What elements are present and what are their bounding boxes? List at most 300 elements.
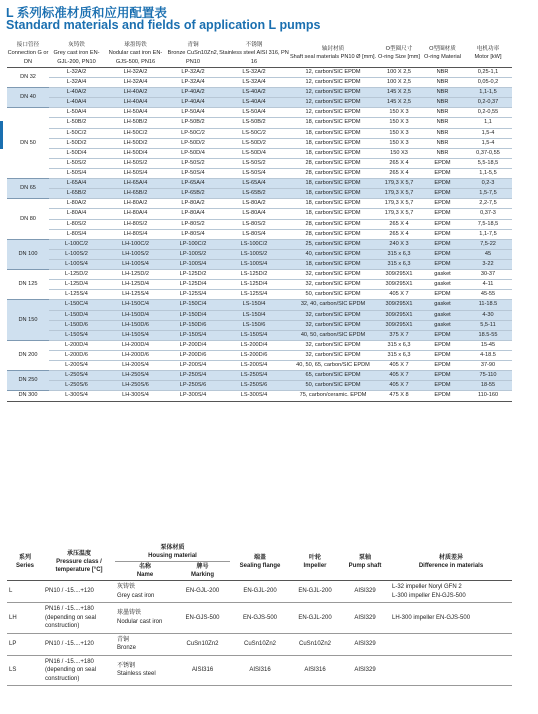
table-cell: LS-80A/2 [219,199,289,209]
materials-table [7,40,512,402]
series-row [7,581,512,603]
table-cell: gasket [421,310,464,320]
table-cell: LS-150S/4 [219,330,289,340]
header-cell: 青铜 Bronze CuSn10Zn2, PN10 [167,40,219,67]
table-cell: 15-45 [464,340,512,350]
pressure-cell: PN10 / -15....+120 [43,581,115,603]
table-cell: L-50A/4 [49,108,104,118]
table-cell: 265 X 4 [377,219,421,229]
table-cell: LP-125D/4 [167,280,219,290]
table-cell: 110-160 [464,391,512,401]
table-cell: LH-250S/6 [104,381,167,391]
table-row [7,219,512,229]
col-marking: 牌号 Marking [175,562,230,581]
col-pressure: 承压温度 Pressure class / temperature [°C] [43,543,115,581]
table-cell: EPDM [421,371,464,381]
table-cell: 32, carbon/SIC EPDM [289,280,377,290]
shaft-cell: AISI329 [340,603,390,634]
table-cell: 12, carbon/SIC EPDM [289,78,377,88]
table-row [7,280,512,290]
table-row [7,78,512,88]
table-cell: 309/295X1 [377,320,421,330]
table-row [7,199,512,209]
table-cell: 240 X 3 [377,239,421,249]
table-cell: LH-50A/4 [104,108,167,118]
table-cell: EPDM [421,391,464,401]
table-cell: LH-125D/2 [104,270,167,280]
table-cell: 32, carbon/SIC EPDM [289,350,377,360]
table-cell: EPDM [421,168,464,178]
pressure-cell: PN10 / -15....+120 [43,633,115,655]
table-cell: LP-50D/4 [167,148,219,158]
table-cell: LP-125D/2 [167,270,219,280]
table-cell: gasket [421,270,464,280]
table-cell: EPDM [421,179,464,189]
diff-cell: L-32 impeller Noryl GFN 2 L-300 impeller EN-GJS-500 [390,581,512,603]
table-cell: EPDM [421,350,464,360]
table-cell: 1,1-5,5 [464,168,512,178]
table-cell: 179,3 X 5,7 [377,209,421,219]
flange-cell: CuSn10Zn2 [230,633,290,655]
table-cell: 12, carbon/SIC EPDM [289,98,377,108]
table-cell: 11-18.5 [464,300,512,310]
table-cell: EPDM [421,381,464,391]
table-row [7,310,512,320]
dn-cell: DN 200 [7,340,49,370]
table-cell: LS-100S/2 [219,249,289,259]
table-cell: LS-40A/4 [219,98,289,108]
table-row [7,67,512,77]
table-cell: NBR [421,67,464,77]
table-row [7,88,512,98]
table-row [7,98,512,108]
table-cell: LH-200D/6 [104,350,167,360]
header-cell: O型圈材质 O-ring Material [421,40,464,67]
shaft-cell: AISI329 [340,655,390,686]
table-row [7,270,512,280]
table-cell: 179,3 X 5,7 [377,199,421,209]
table-cell: LH-150C/4 [104,300,167,310]
table-cell: LH-32A/2 [104,67,167,77]
table-cell: 18, carbon/SIC EPDM [289,179,377,189]
table-cell: L-100S/4 [49,259,104,269]
table-cell: L-125D/4 [49,280,104,290]
table-cell: EPDM [421,290,464,300]
diff-cell [390,633,512,655]
table-cell: 7,5-22 [464,239,512,249]
name-cell: 青铜 Bronze [115,633,175,655]
table-row [7,108,512,118]
table-cell: 28, carbon/SIC EPDM [289,219,377,229]
table-cell: 25, carbon/SIC EPDM [289,239,377,249]
table-row [7,330,512,340]
table-cell: 4-30 [464,310,512,320]
table-row [7,148,512,158]
table-cell: EPDM [421,189,464,199]
table-cell: 32, carbon/SIC EPDM [289,310,377,320]
table-cell: LS-40A/2 [219,88,289,98]
table-cell: NBR [421,98,464,108]
table-cell: EPDM [421,229,464,239]
table-cell: LS-125S/4 [219,290,289,300]
table-cell: LH-40A/4 [104,98,167,108]
page-title-cn: L 系列标准材质和应用配置表 [6,6,167,20]
table-cell: 37-90 [464,361,512,371]
header-cell: 接口管径 Connection G or DN [7,40,49,67]
table-cell: LS-80A/4 [219,209,289,219]
table-cell: 12, carbon/SIC EPDM [289,67,377,77]
dn-cell: DN 125 [7,270,49,300]
table-cell: 150 X 3 [377,138,421,148]
table-cell: L-300S/4 [49,391,104,401]
pressure-cell: PN16 / -15....+180 (depending on seal construction) [43,603,115,634]
table-cell: 18, carbon/SIC EPDM [289,118,377,128]
table-cell: LP-150C/4 [167,300,219,310]
table-row [7,259,512,269]
table-cell: 475 X 8 [377,391,421,401]
table-row [7,249,512,259]
table-cell: gasket [421,280,464,290]
table-cell: LS-125D/2 [219,270,289,280]
dn-cell: DN 65 [7,179,49,199]
table-cell: 40, 50, carbon/SIC EPDM [289,330,377,340]
table-cell: 315 x 6,3 [377,259,421,269]
table-cell: LS-65B/2 [219,189,289,199]
table-cell: 309/295X1 [377,310,421,320]
table-cell: LH-100C/2 [104,239,167,249]
table-row [7,300,512,310]
series-row [7,603,512,634]
dn-cell: DN 300 [7,391,49,401]
table-cell: NBR [421,108,464,118]
header-cell: 轴封材质 Shaft seal materials PN10 Ø [mm]. [289,40,377,67]
table-row [7,179,512,189]
table-cell: LS-32A/2 [219,67,289,77]
table-cell: L-150C/4 [49,300,104,310]
table-cell: NBR [421,118,464,128]
table-cell: 0,2-3 [464,179,512,189]
table-cell: 2,2-7,5 [464,199,512,209]
table-cell: 309/295X1 [377,280,421,290]
table-cell: 65, carbon/SIC EPDM [289,371,377,381]
table-cell: L-50S/4 [49,168,104,178]
table-cell: LP-200D/4 [167,340,219,350]
table-cell: LH-40A/2 [104,88,167,98]
table-cell: LP-200D/6 [167,350,219,360]
table-cell: LP-80A/2 [167,199,219,209]
table-cell: LS-125D/4 [219,280,289,290]
table-cell: NBR [421,128,464,138]
table-cell: L-200S/4 [49,361,104,371]
table-cell: LS-50D/2 [219,138,289,148]
series-cell: L [7,581,43,603]
table-cell: EPDM [421,219,464,229]
table-cell: 150 X3 [377,148,421,158]
table-cell: 32, carbon/SIC EPDM [289,270,377,280]
dn-cell: DN 150 [7,300,49,340]
table-cell: 7,5-18,5 [464,219,512,229]
table-cell: LS-80S/4 [219,229,289,239]
table-cell: LH-50D/2 [104,138,167,148]
table-cell: 45-55 [464,290,512,300]
table-cell: 40, 50, 65, carbon/SIC EPDM [289,361,377,371]
table-cell: LS-150/4 [219,310,289,320]
table-row [7,290,512,300]
table-cell: L-125S/4 [49,290,104,300]
table-cell: 18, carbon/SIC EPDM [289,209,377,219]
table-cell: LP-125S/4 [167,290,219,300]
header-cell: 灰铸铁 Grey cast iron EN-GJL-200, PN10 [49,40,104,67]
table-cell: LS-200D/6 [219,350,289,360]
pressure-cell: PN16 / -15....+180 (depending on seal construction) [43,655,115,686]
table-cell: 265 X 4 [377,168,421,178]
table-cell: 309/295X1 [377,270,421,280]
table-cell: 405 X 7 [377,381,421,391]
dn-cell: DN 32 [7,67,49,87]
series-row [7,655,512,686]
table-cell: L-50S/2 [49,158,104,168]
table-cell: LH-80S/4 [104,229,167,239]
table-cell: 315 x 6,3 [377,350,421,360]
table-cell: LP-300S/4 [167,391,219,401]
table-row [7,209,512,219]
shaft-cell: AISI329 [340,633,390,655]
table-cell: EPDM [421,249,464,259]
side-accent-bar [0,121,3,149]
table-cell: LP-32A/4 [167,78,219,88]
table-cell: 18, carbon/SIC EPDM [289,199,377,209]
table-cell: LP-50A/4 [167,108,219,118]
table-cell: 1,5-4 [464,138,512,148]
table-cell: 145 X 2,5 [377,98,421,108]
table-cell: L-100S/2 [49,249,104,259]
col-housing: 泵体材质 Housing material [115,543,230,562]
table-cell: 3-22 [464,259,512,269]
table-cell: L-32A/4 [49,78,104,88]
table-cell: LH-200S/4 [104,361,167,371]
table-cell: 0,2-0,37 [464,98,512,108]
table-cell: L-50D/4 [49,148,104,158]
table-cell: L-40A/4 [49,98,104,108]
table-cell: LH-65B/2 [104,189,167,199]
table-row [7,158,512,168]
col-name: 名称 Name [115,562,175,581]
dn-cell: DN 80 [7,199,49,239]
table-row [7,350,512,360]
table-cell: 30-37 [464,270,512,280]
table-cell: EPDM [421,259,464,269]
table-cell: 0,2-0,55 [464,108,512,118]
table-cell: EPDM [421,330,464,340]
table-cell: LS-250S/6 [219,381,289,391]
table-cell: LS-100C/2 [219,239,289,249]
table-cell: 265 X 4 [377,229,421,239]
table-cell: NBR [421,138,464,148]
table-cell: 4-18.5 [464,350,512,360]
table-row [7,391,512,401]
table-cell: 100 X 2,5 [377,78,421,88]
table-cell: 28, carbon/SIC EPDM [289,158,377,168]
table-cell: EPDM [421,340,464,350]
table-cell: 1,5-4 [464,128,512,138]
name-cell: 灰铸铁 Grey cast iron [115,581,175,603]
table-cell: LS-50D/4 [219,148,289,158]
table-cell: LP-250S/4 [167,371,219,381]
table-cell: 32, 40, carbon/SIC EPDM [289,300,377,310]
table-cell: LP-200S/4 [167,361,219,371]
table-cell: L-65A/4 [49,179,104,189]
table-cell: LS-150/6 [219,320,289,330]
table-row [7,340,512,350]
table-cell: LH-300S/4 [104,391,167,401]
table-cell: LP-100S/4 [167,259,219,269]
dn-cell: DN 250 [7,371,49,391]
table-cell: LP-32A/2 [167,67,219,77]
series-row [7,633,512,655]
table-cell: LS-65A/4 [219,179,289,189]
table-cell: LS-200D/4 [219,340,289,350]
table-cell: 12, carbon/SIC EPDM [289,88,377,98]
table-cell: LH-125D/4 [104,280,167,290]
name-cell: 不锈钢 Stainless steel [115,655,175,686]
table-cell: LH-65A/4 [104,179,167,189]
table-cell: 315 x 6,3 [377,249,421,259]
table-cell: LH-100S/4 [104,259,167,269]
table-cell: 75, carbon/ceramic. EPDM [289,391,377,401]
table-cell: 100 X 2,5 [377,67,421,77]
table-cell: 45 [464,249,512,259]
table-cell: 5,5-18,5 [464,158,512,168]
table-cell: 28, carbon/SIC EPDM [289,229,377,239]
table-cell: 5,5-11 [464,320,512,330]
table-cell: 375 X 7 [377,330,421,340]
table-cell: LP-50S/4 [167,168,219,178]
table-cell: LS-150/4 [219,300,289,310]
flange-cell: AISI316 [230,655,290,686]
table-cell: L-80A/4 [49,209,104,219]
table-cell: L-150D/6 [49,320,104,330]
table-row [7,118,512,128]
table-cell: 28, carbon/SIC EPDM [289,168,377,178]
col-flange: 端盖 Sealing flange [230,543,290,581]
table-cell: 18, carbon/SIC EPDM [289,259,377,269]
header-cell: 不锈钢 Stainless steel AISI 316, PN 16 [219,40,289,67]
table-row [7,168,512,178]
table-cell: 1,5-7,5 [464,189,512,199]
materials-table-header [7,40,512,67]
marking-cell: EN-GJL-200 [175,581,230,603]
flange-cell: EN-GJS-500 [230,603,290,634]
table-cell: LS-50C/2 [219,128,289,138]
table-cell: LS-32A/4 [219,78,289,88]
col-impeller: 叶轮 Impeller [290,543,340,581]
table-cell: LS-200S/4 [219,361,289,371]
table-cell: L-50B/2 [49,118,104,128]
table-cell: LP-150S/4 [167,330,219,340]
table-cell: 32, carbon/SIC EPDM [289,340,377,350]
table-cell: LP-50S/2 [167,158,219,168]
table-cell: 4-11 [464,280,512,290]
col-shaft: 泵轴 Pump shaft [340,543,390,581]
table-cell: 309/295X1 [377,300,421,310]
table-cell: 18, carbon/SIC EPDM [289,189,377,199]
header-cell: 球墨铸铁 Nodular cast iron EN-GJS-500, PN16 [104,40,167,67]
table-cell: LS-50S/2 [219,158,289,168]
table-cell: 179,3 X 5,7 [377,189,421,199]
table-cell: 265 X 4 [377,158,421,168]
table-cell: 405 X 7 [377,361,421,371]
table-cell: L-50C/2 [49,128,104,138]
impeller-cell: CuSn10Zn2 [290,633,340,655]
table-cell: LH-50C/2 [104,128,167,138]
table-cell: 145 X 2,5 [377,88,421,98]
table-cell: LP-100C/2 [167,239,219,249]
table-cell: LP-50D/2 [167,138,219,148]
table-cell: LP-150D/4 [167,310,219,320]
table-row [7,138,512,148]
table-cell: 50, carbon/SIC EPDM [289,381,377,391]
table-cell: L-250S/4 [49,371,104,381]
shaft-cell: AISI329 [340,581,390,603]
table-cell: LP-250S/6 [167,381,219,391]
table-cell: 50, carbon/SIC EPDM [289,290,377,300]
table-cell: L-65B/2 [49,189,104,199]
table-row [7,371,512,381]
header-cell: 电机功率 Motor [kW] [464,40,512,67]
table-cell: 315 x 6,3 [377,340,421,350]
table-cell: LS-80S/2 [219,219,289,229]
series-cell: LS [7,655,43,686]
table-cell: 150 X 3 [377,118,421,128]
table-cell: 18, carbon/SIC EPDM [289,148,377,158]
table-cell: LH-50D/4 [104,148,167,158]
table-cell: gasket [421,300,464,310]
table-cell: L-32A/2 [49,67,104,77]
table-cell: LP-40A/4 [167,98,219,108]
table-cell: L-100C/2 [49,239,104,249]
table-cell: L-50D/2 [49,138,104,148]
table-cell: 1,1-1,5 [464,88,512,98]
table-row [7,381,512,391]
table-cell: 150 X 3 [377,108,421,118]
table-cell: LS-250S/4 [219,371,289,381]
col-series: 系列 Series [7,543,43,581]
table-cell: 75-110 [464,371,512,381]
table-cell: LH-250S/4 [104,371,167,381]
table-row [7,189,512,199]
table-cell: LS-300S/4 [219,391,289,401]
table-cell: EPDM [421,239,464,249]
table-cell: L-125D/2 [49,270,104,280]
table-cell: L-250S/6 [49,381,104,391]
table-cell: LH-150S/4 [104,330,167,340]
table-cell: LH-32A/4 [104,78,167,88]
table-cell: LS-50S/4 [219,168,289,178]
page-title-en: Standard materials and fields of application L pumps [6,18,321,32]
table-cell: L-150S/4 [49,330,104,340]
table-cell: L-80S/4 [49,229,104,239]
table-cell: LP-80S/2 [167,219,219,229]
series-cell: LP [7,633,43,655]
table-cell: NBR [421,88,464,98]
table-cell: 40, carbon/SIC EPDM [289,249,377,259]
table-cell: 0,25-1,1 [464,67,512,77]
table-cell: EPDM [421,361,464,371]
impeller-cell: AISI316 [290,655,340,686]
table-cell: gasket [421,320,464,330]
table-cell: LS-50B/2 [219,118,289,128]
table-cell: LH-150D/6 [104,320,167,330]
